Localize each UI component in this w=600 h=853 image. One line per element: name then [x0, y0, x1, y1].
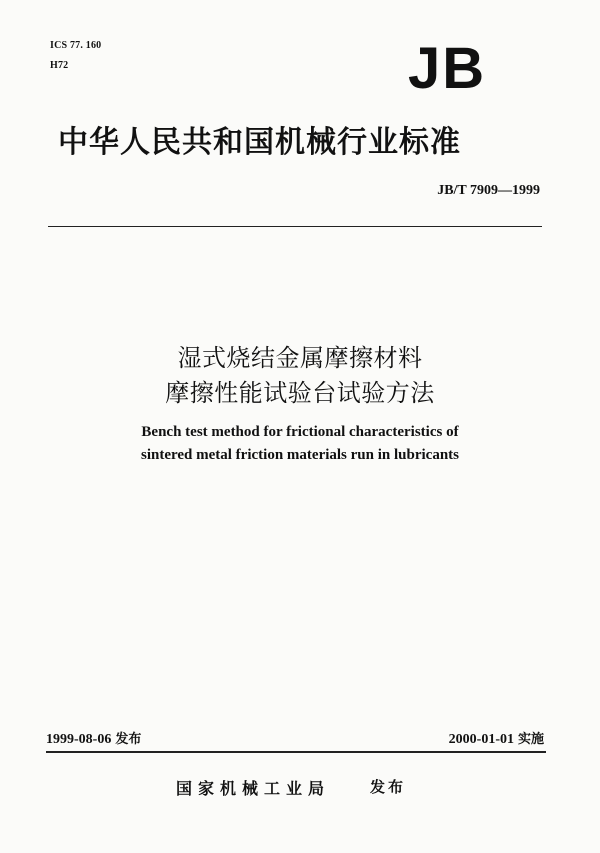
issue-label: 发布	[115, 732, 142, 747]
implementation-date: 2000-01-01	[448, 732, 514, 747]
issue-date: 1999-08-06	[46, 732, 112, 747]
jb-logo: JB	[408, 36, 487, 101]
issuing-authority-suffix: 发布	[370, 778, 407, 796]
ics-code: ICS 77. 160	[50, 40, 102, 51]
footer-divider	[46, 751, 546, 753]
issuing-authority: 国家机械工业局	[176, 779, 331, 798]
header-divider	[48, 226, 542, 227]
english-title-line-2: sintered metal friction materials run in lubricants	[140, 447, 460, 463]
issue-date-block	[46, 728, 141, 748]
chinese-title-line-1: 湿式烧结金属摩擦材料	[177, 344, 423, 372]
ccs-code: H72	[50, 60, 69, 71]
implementation-date-block	[449, 728, 544, 748]
chinese-title-line-2: 摩擦性能试验台试验方法	[165, 379, 435, 407]
implementation-label: 实施	[517, 732, 544, 747]
standard-body-title: 中华人民共和国机械行业标准	[58, 125, 461, 160]
english-title-line-1: Bench test method for frictional characteristics of	[141, 424, 459, 440]
standard-number: JB/T 7909—1999	[437, 183, 540, 198]
